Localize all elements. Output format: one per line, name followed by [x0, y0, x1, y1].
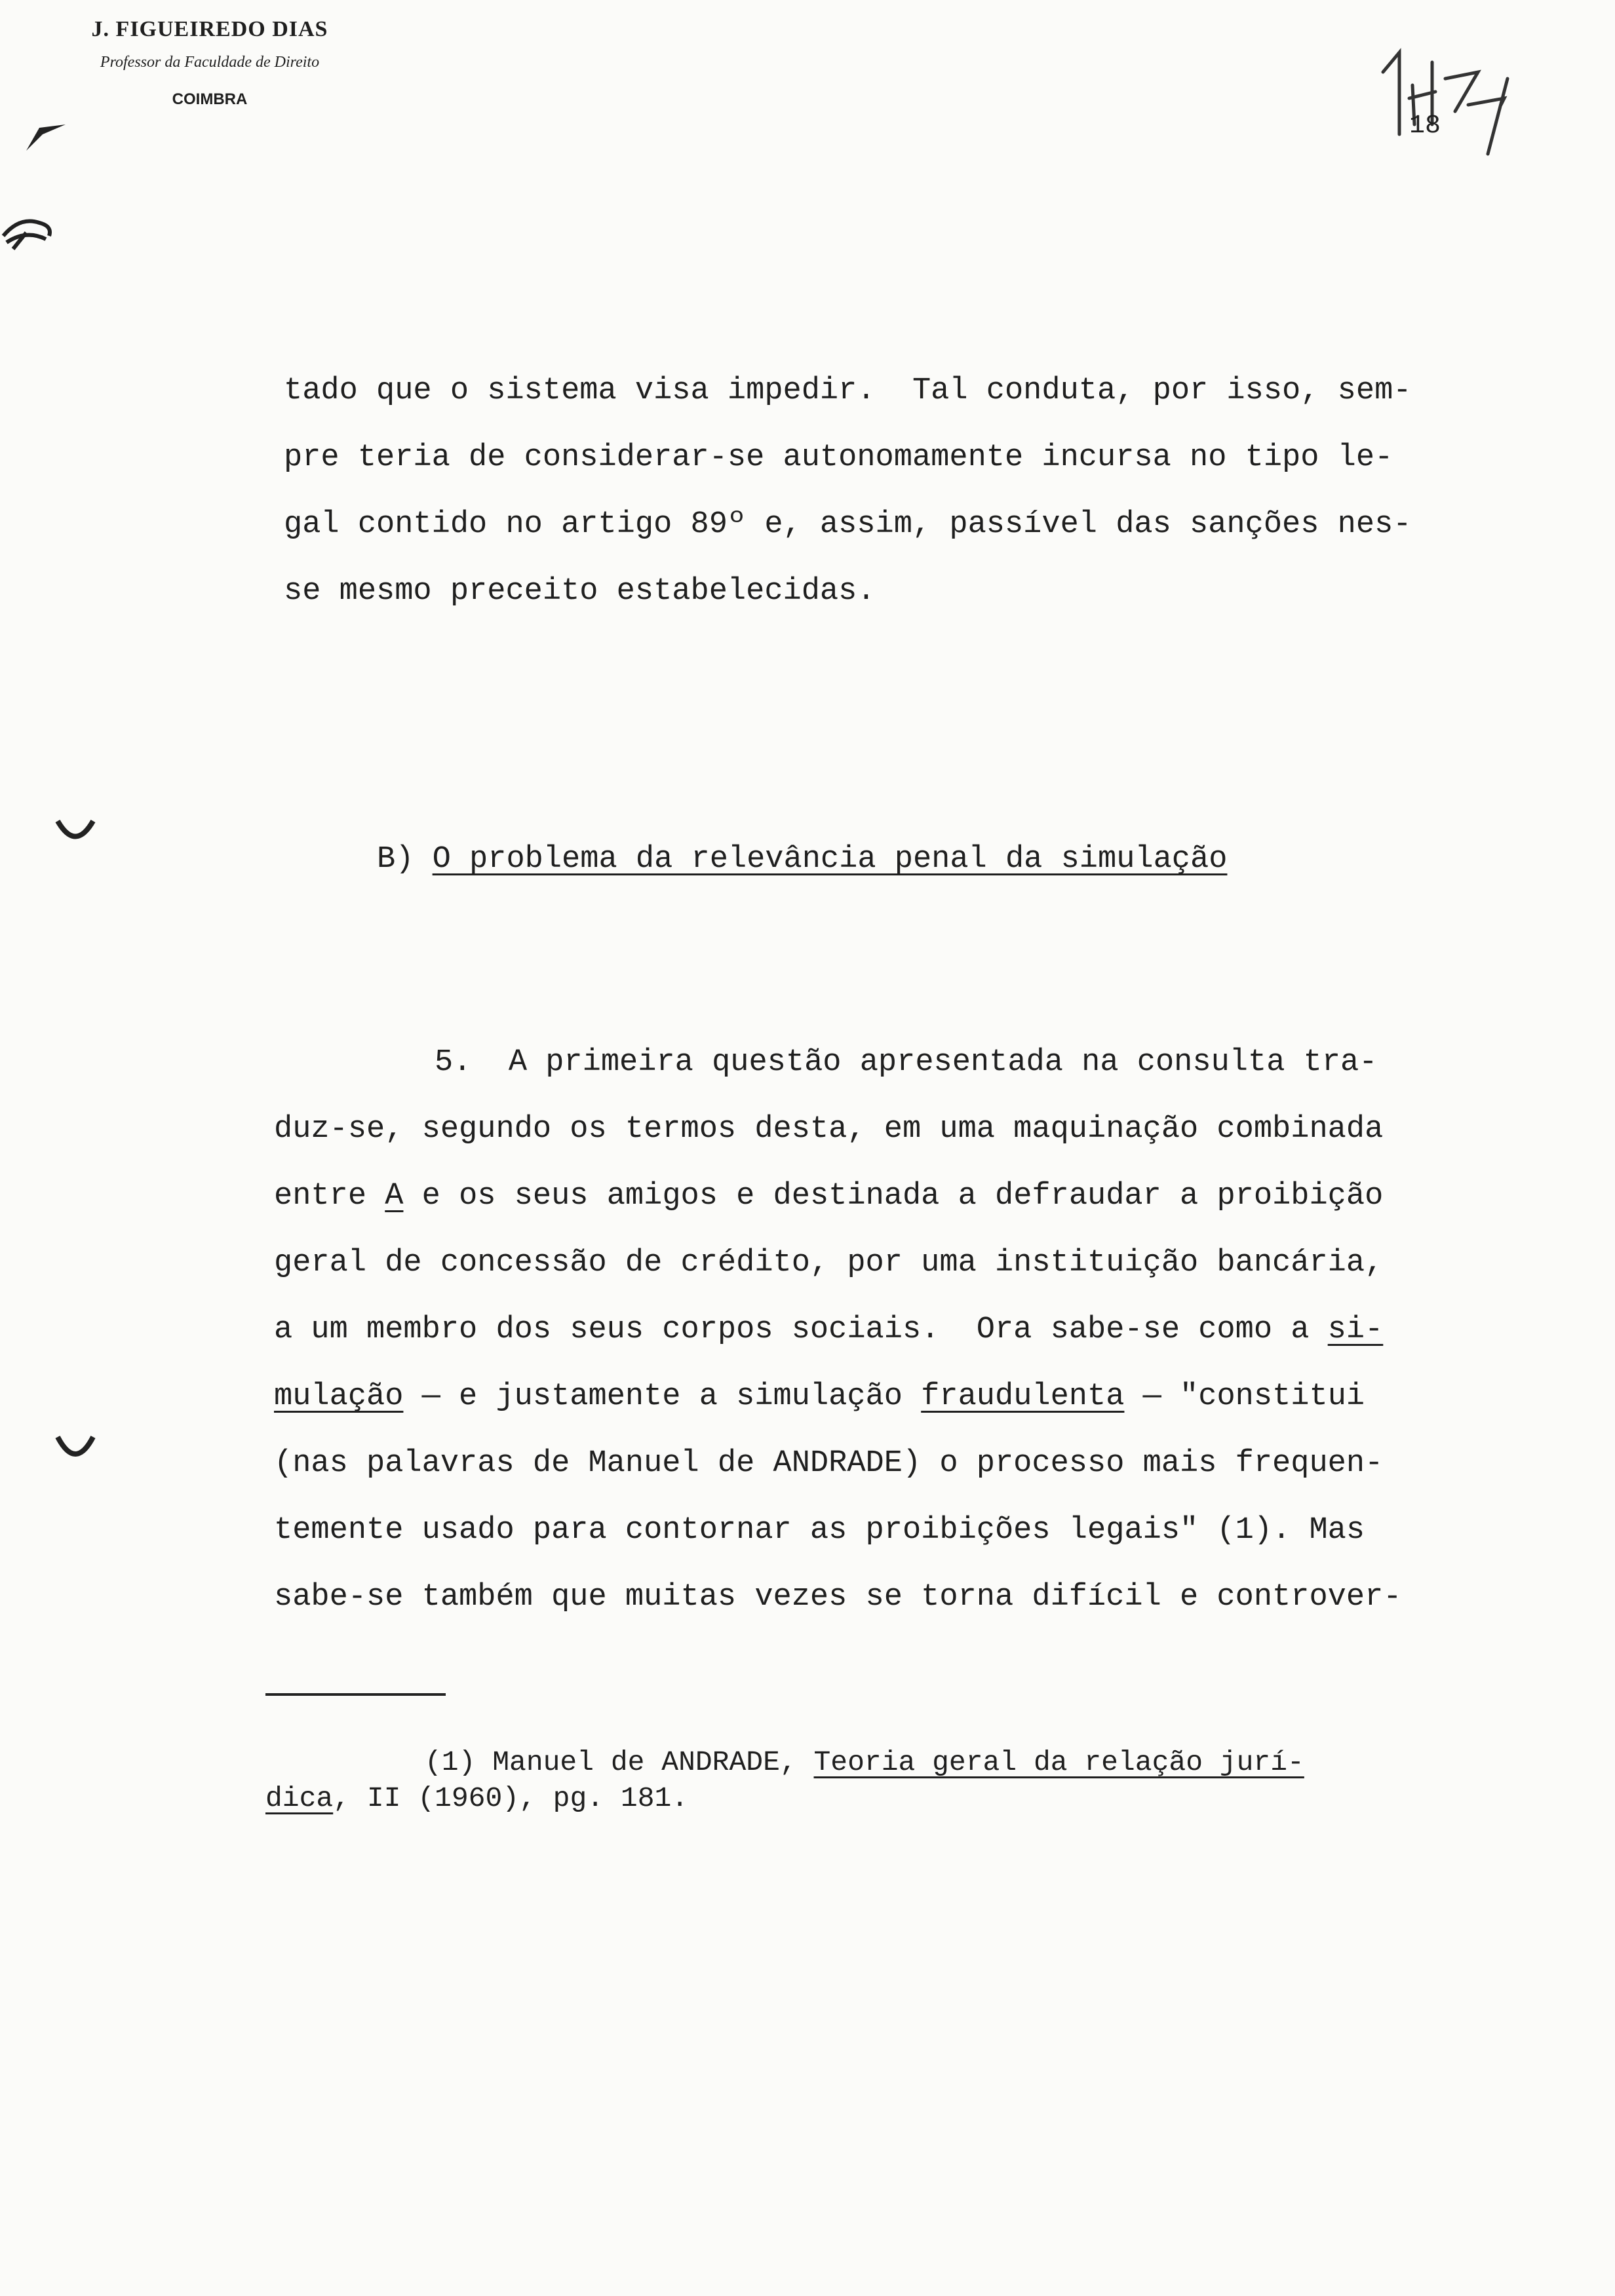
text-line: (nas palavras de Manuel de ANDRADE) o processo mais frequen-	[274, 1446, 1384, 1481]
punch-hole-mark-icon	[52, 1432, 98, 1468]
margin-scribble-icon	[0, 203, 59, 256]
text-line: duz-se, segundo os termos desta, em uma maquinação combinada	[274, 1112, 1384, 1147]
text-line: se mesmo preceito estabelecidas.	[284, 574, 876, 609]
footnote-line: (1) Manuel de ANDRADE, Teoria geral da relação jurí-	[425, 1746, 1304, 1778]
text-line: 5. A primeira questão apresentada na consulta tra-	[435, 1045, 1378, 1080]
page-number: 18	[1409, 111, 1441, 141]
text-line: a um membro dos seus corpos sociais. Ora sabe-se como a si-	[274, 1312, 1384, 1347]
text-line: sabe-se também que muitas vezes se torna difícil e controver-	[274, 1580, 1402, 1615]
author-name: J. FIGUEIREDO DIAS	[91, 17, 328, 41]
text-line: mulação — e justamente a simulação fraudulenta — "constitui	[274, 1379, 1365, 1414]
text-line: temente usado para contornar as proibições legais" (1). Mas	[274, 1513, 1365, 1548]
text-line: gal contido no artigo 89º e, assim, passível das sanções nes-	[284, 507, 1412, 542]
punch-hole-mark-icon	[52, 816, 98, 849]
footnote-line: dica, II (1960), pg. 181.	[265, 1782, 689, 1814]
underlined-term: A	[385, 1179, 404, 1214]
footnote-divider	[265, 1693, 446, 1696]
section-title: O problema da relevância penal da simulação	[432, 842, 1228, 877]
section-heading	[377, 842, 1227, 877]
underlined-term: mulação	[274, 1379, 404, 1414]
text-line: tado que o sistema visa impedir. Tal conduta, por isso, sem-	[284, 373, 1412, 408]
underlined-term: fraudulenta	[921, 1379, 1125, 1414]
text-line: geral de concessão de crédito, por uma instituição bancária,	[274, 1246, 1384, 1280]
margin-mark-icon	[20, 118, 72, 157]
handwritten-folio-mark	[1370, 26, 1534, 157]
text-line: pre teria de considerar-se autonomamente incursa no tipo le-	[284, 440, 1393, 475]
author-city: COIMBRA	[172, 90, 248, 108]
section-prefix: B)	[377, 842, 433, 877]
underlined-term: si-	[1327, 1312, 1384, 1347]
text-line: entre A e os seus amigos e destinada a defraudar a proibição	[274, 1179, 1384, 1214]
footnote-title: Teoria geral da relação jurí-	[813, 1746, 1304, 1778]
author-role: Professor da Faculdade de Direito	[100, 54, 320, 71]
footnote-title: dica	[265, 1782, 334, 1814]
